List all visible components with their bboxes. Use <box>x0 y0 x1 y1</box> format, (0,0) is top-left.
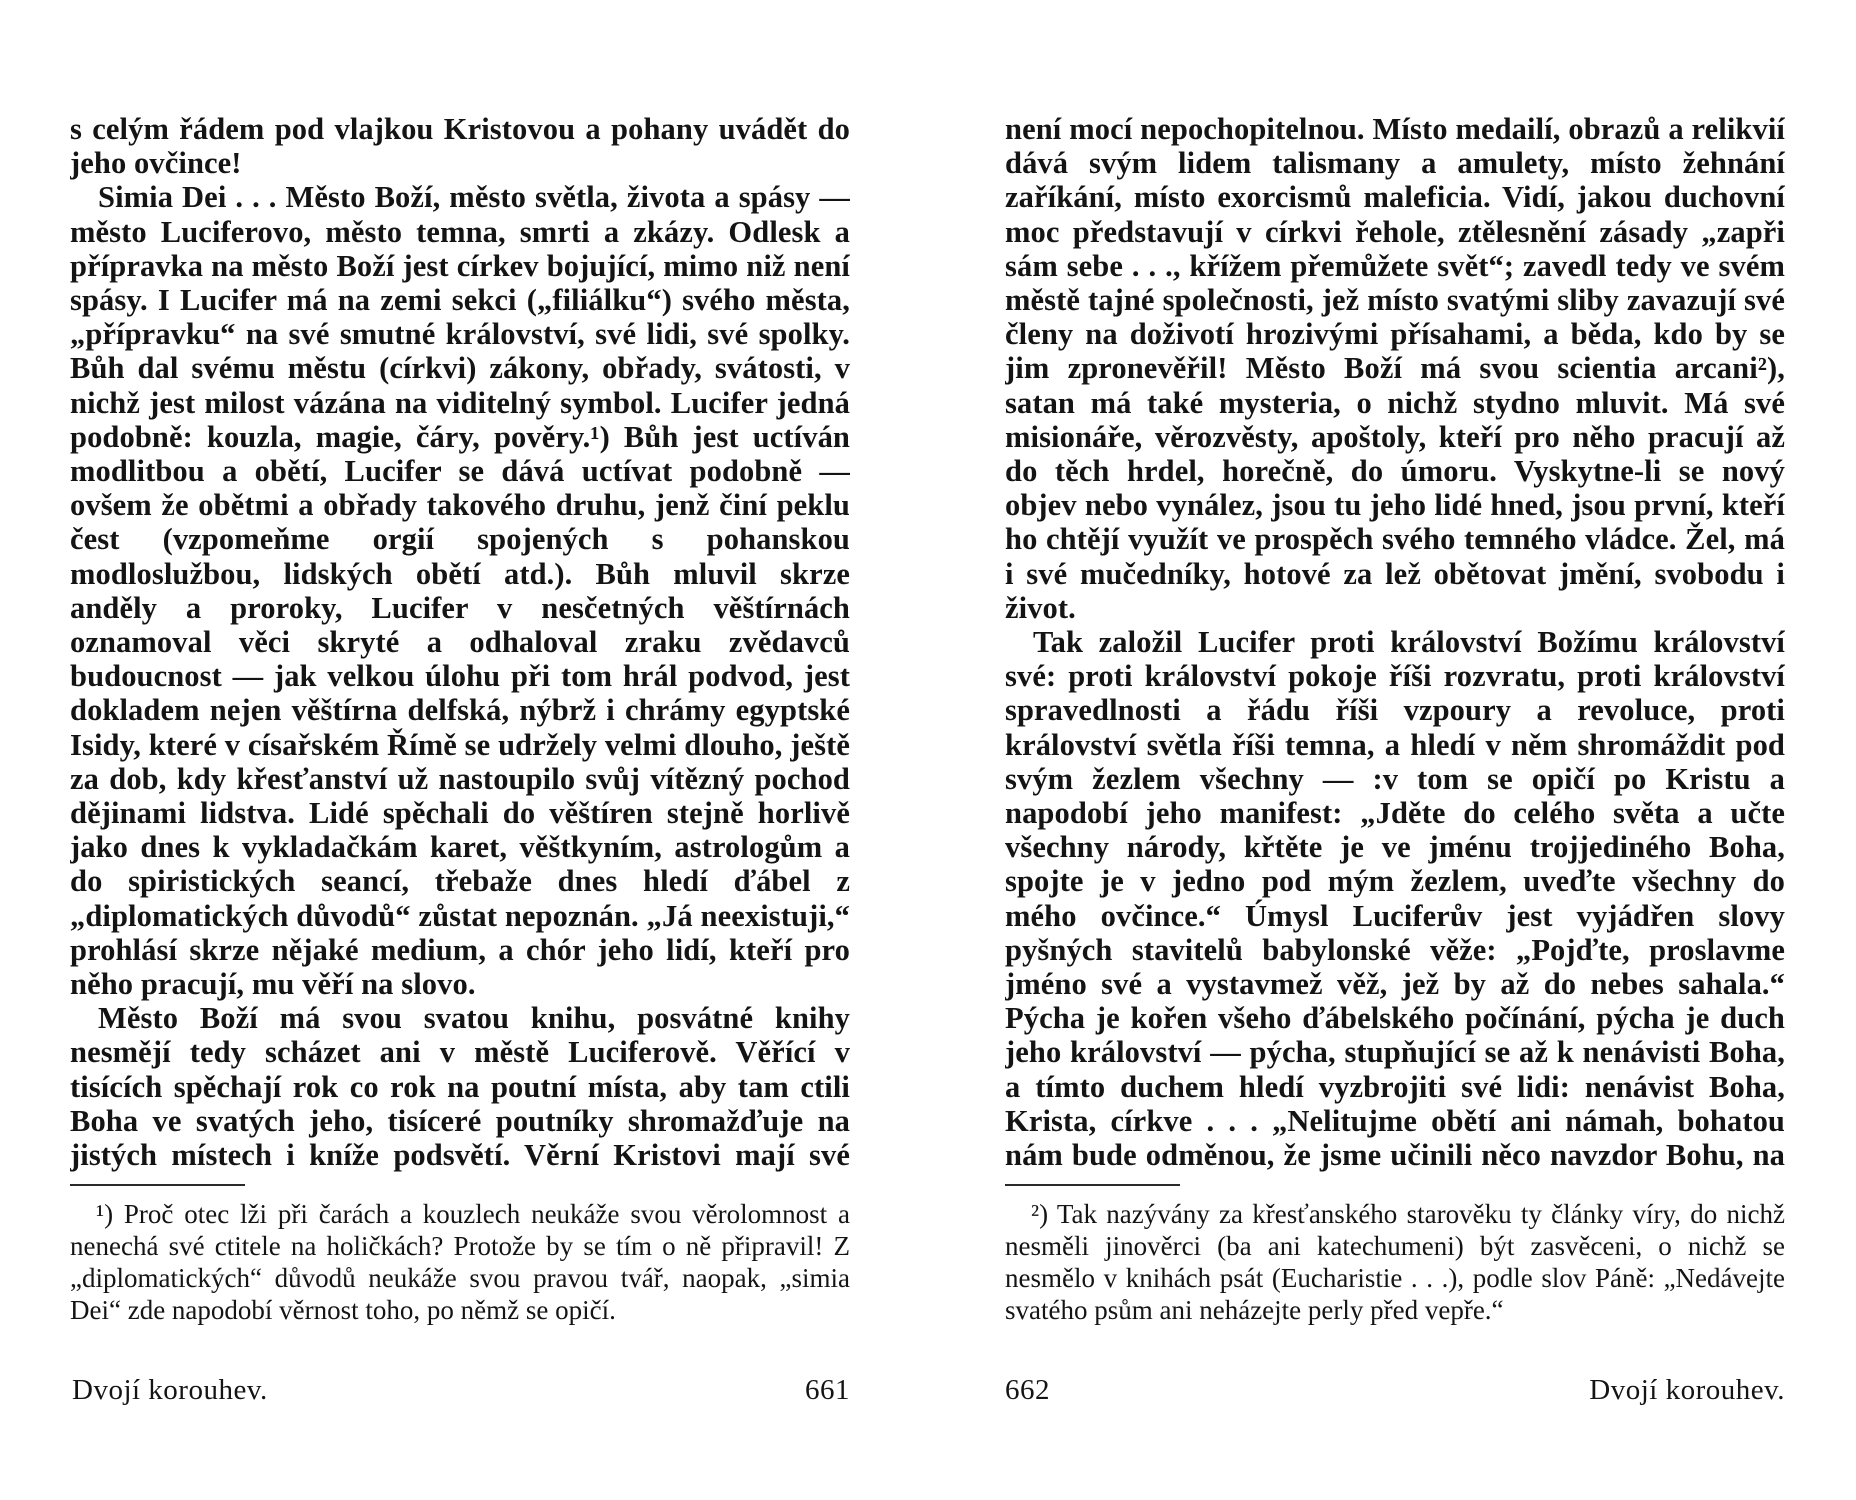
left-paragraph-2: Simia Dei . . . Město Boží, město světla, života a spásy — město Luciferovo, město temna, smrti a zkázy. Odlesk a přípravka na město Boží jest církev bojující, mimo niž není spásy. I Lucifer má na zemi sekci („filiálku“) svého města, „přípravku“ na své smutné království, své lidi, své spolky. Bůh dal svému městu (církvi) zákony, obřady, svátosti, v nichž jest milost vázána na viditelný symbol. Lucifer jedná podobně: kouzla, magie, čáry, pověry.¹) Bůh jest uctíván modlitbou a obětí, Lucifer se dává uctívat podobně — ovšem že obětmi a obřady takového druhu, jenž činí peklu čest (vzpomeňme orgií spojených s pohanskou modloslužbou, lidských obětí atd.). Bůh mluvil skrze anděly a proroky, Lucifer v nesčetných věštírnách oznamoval věci skryté a odhaloval zraku zvědavců budoucnost — jak velkou úlohu při tom hrál podvod, jest dokladem nejen věštírna delfská, nýbrž i chrámy egyptské Isidy, které v císařském Římě se udržely velmi dlouho, ještě za dob, kdy křesťanství už nastoupilo svůj vítězný pochod dějinami lidstva. Lidé spěchali do věštíren stejně horlivě jako dnes k vykladačkám karet, věštkyním, astrologům a do spiristických seancí, třebaže dnes hledí ďábel z „diplomatických důvodů“ zůstat nepoznán. „Já neexistuji,“ prohlásí skrze nějaké medium, a chór jeho lidí, kteří pro něho pracují, mu věří na slovo. <box>70 180 850 1002</box>
left-running-title: Dvojí korouhev. <box>72 1374 268 1406</box>
left-page <box>70 112 850 1442</box>
right-page-body <box>1005 112 1785 1174</box>
left-footnote-divider <box>70 1184 245 1186</box>
right-page <box>1005 112 1785 1442</box>
right-page-footer <box>1005 1374 1785 1414</box>
right-footnote-divider <box>1005 1184 1180 1186</box>
left-page-number: 661 <box>805 1374 850 1406</box>
right-footnote: ²) Tak nazývány za křesťanského starověku ty články víry, do nichž nesměli jinověrci (ba ani katechumeni) být zasvěceni, o nichž se nesmělo v knihách psát (Eucharistie . . .), podle slov Páně: „Nedávejte svatého psům ani neházejte perly před vepře.“ <box>1005 1199 1785 1325</box>
left-page-body <box>70 112 850 1174</box>
right-paragraph-1: není mocí nepochopitelnou. Místo medailí, obrazů a relikvií dává svým lidem talismany a amulety, místo žehnání zaříkání, místo exorcismů maleficia. Vidí, jakou duchovní moc představují v církvi řehole, ztělesnění zásady „zapři sám sebe . . ., křížem přemůžete svět“; zavedl tedy ve svém městě tajné společnosti, jež místo svatými sliby zavazují své členy na doživotí hrozivými přísahami, a běda, kdo by se jim zpronevěřil! Město Boží má svou scientia arcani²), satan má také mysteria, o nichž stydno mluvit. Má své misionáře, věrozvěsty, apoštoly, kteří pro něho pracují až do těch hrdel, horečně, do úmoru. Vyskytne-li se nový objev nebo vynález, jsou tu jeho lidé hned, jsou první, kteří ho chtějí využít ve prospěch svého temného vládce. Žel, má i své mučedníky, hotové za lež obětovat jmění, svobodu i život. <box>1005 112 1785 625</box>
left-paragraph-1: s celým řádem pod vlajkou Kristovou a pohany uvádět do jeho ovčince! <box>70 112 850 181</box>
left-paragraph-3: Město Boží má svou svatou knihu, posvátné knihy nesmějí tedy scházet ani v městě Luciferově. Věřící v tisících spěchají rok co rok na poutní místa, aby tam ctili Boha ve svatých jeho, tisíceré poutníky shromažďuje na jistých místech i kníže podsvětí. Věrní Kristovi mají své <box>70 1001 850 1173</box>
right-running-title: Dvojí korouhev. <box>1589 1374 1785 1406</box>
left-page-footer <box>70 1374 850 1414</box>
left-footnote: ¹) Proč otec lži při čarách a kouzlech neukáže svou věrolomnost a nenechá své ctitele na holičkách? Protože by se tím o ně připravil! Z „diplomatických“ důvodů neukáže svou pravou tvář, naopak, „simia Dei“ zde napodobí věrnost toho, po němž se opičí. <box>70 1199 850 1325</box>
right-paragraph-2: Tak založil Lucifer proti království Božímu království své: proti království pokoje říši rozvratu, proti království spravedlnosti a řádu říši vzpoury a revoluce, proti království světla říši temna, a hledí v něm shromáždit pod svým žezlem všechny — :v tom se opičí po Kristu a napodobí jeho manifest: „Jděte do celého světa a učte všechny národy, křtěte je ve jménu trojjediného Boha, spojte je v jedno pod mým žezlem, uveďte všechny do mého ovčince.“ Úmysl Luciferův jest vyjádřen slovy pyšných stavitelů babylonské věže: „Pojďte, proslavme jméno své a vystavmež věž, jež by až do nebes sahala.“ Pýcha je kořen všeho ďábelského počínání, pýcha je duch jeho království — pýcha, stupňující se až k nenávisti Boha, a tímto duchem hledí vyzbrojiti své lidi: nenávist Boha, Krista, církve . . . „Nelitujme obětí ani námah, bohatou nám bude odměnou, že jsme učinili něco navzdor Bohu, na <box>1005 625 1785 1173</box>
right-page-number: 662 <box>1005 1374 1050 1406</box>
